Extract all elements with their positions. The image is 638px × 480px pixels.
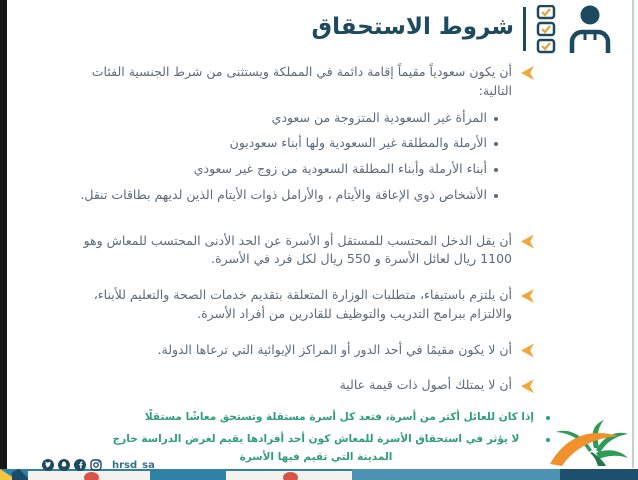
bullet-dot-icon — [494, 168, 498, 172]
condition-text: أن يقل الدخل المحتسب للمستقل أو الأسرة عن الحد الأدنى المحتسب للمعاش وهو 1100 ريال لعائل الأسرة و 550 ريال لكل فرد في الأسرة. — [83, 232, 512, 267]
facebook-icon — [74, 459, 86, 471]
bullet-arrow-icon — [521, 66, 534, 80]
conditions-list — [66, 63, 534, 412]
person-icon — [566, 5, 612, 57]
right-border-line — [632, 0, 634, 468]
condition-text: أن لا يمتلك أصول ذات قيمة عالية — [339, 377, 512, 393]
bullet-dot-icon — [494, 117, 498, 121]
list-item — [66, 109, 498, 128]
list-item — [66, 376, 534, 395]
condition-text: أن يلتزم باستيفاء، متطلبات الوزارة المتعلقة بتقديم خدمات الصحة والتعليم للأبناء، والالتزام ببرامج التدريب والتوظيف للقادرين من أفراد الأسرة. — [93, 287, 512, 321]
bullet-arrow-icon — [521, 289, 534, 303]
sub-condition-text: المرأة غير السعودية المتزوجة من سعودي — [271, 109, 487, 125]
title-divider — [523, 7, 526, 51]
bullet-dot-icon — [494, 142, 498, 146]
social-links — [42, 459, 155, 471]
bullet-arrow-icon — [521, 344, 534, 358]
sub-condition-text: أبناء الأرملة وأبناء المطلقة السعودية من زوج غير سعودي — [193, 161, 487, 176]
list-item — [66, 341, 534, 360]
bullet-arrow-icon — [521, 379, 534, 393]
sub-condition-text: الأشخاص ذوي الإعاقة والأيتام ، والأرامل ذوات الأيتام الذين لديهم بطاقات تنقل. — [80, 186, 487, 202]
condition-text: أن لا يكون مقيمًا في أحد الدور أو المراكز الإيوائية التي ترعاها الدولة. — [157, 341, 512, 357]
sub-condition-text: الأرملة والمطلقة غير السعودية ولها أبناء سعوديون — [229, 135, 487, 151]
bullet-dot-icon — [494, 194, 498, 198]
thumbnail-logo-circle — [84, 472, 99, 480]
condition-text: أن يكون سعودياً مقيماً إقامة دائمة في المملكة ويستثنى من شرط الجنسية الفئات التالية: — [91, 64, 512, 98]
list-item — [66, 134, 498, 153]
twitter-icon — [42, 459, 54, 471]
list-item — [98, 409, 550, 426]
snapchat-icon — [58, 459, 70, 471]
left-black-border — [0, 0, 7, 480]
list-item — [66, 160, 498, 179]
partial-thumbnail — [352, 469, 560, 480]
footnotes — [98, 409, 550, 471]
list-item — [66, 232, 534, 270]
social-handle: hrsd_sa — [112, 459, 155, 471]
hrsd-palm-logo — [546, 420, 632, 470]
instagram-icon — [90, 459, 102, 471]
list-item — [66, 63, 534, 215]
list-item — [66, 286, 534, 324]
header — [312, 5, 612, 59]
thumbnail-logo-circle — [283, 472, 298, 480]
list-item — [66, 186, 498, 205]
checklist-icon — [535, 5, 557, 59]
bullet-arrow-icon — [521, 235, 534, 249]
partial-thumbnail — [560, 469, 638, 480]
list-item — [98, 431, 550, 466]
page-title: شروط الاستحقاق — [311, 14, 514, 40]
footnote-text: إذا كان للعائل أكثر من أسرة، فتعد كل أسرة مستقلة وتستحق معاشًا مستقلًا — [144, 411, 534, 423]
footnote-text: لا يؤثر في استحقاق الأسرة للمعاش كون أحد أفرادها يقيم لغرض الدراسة خارج المدينة التي تقيم فيها الأسرة — [112, 433, 520, 463]
sub-list — [66, 109, 498, 205]
